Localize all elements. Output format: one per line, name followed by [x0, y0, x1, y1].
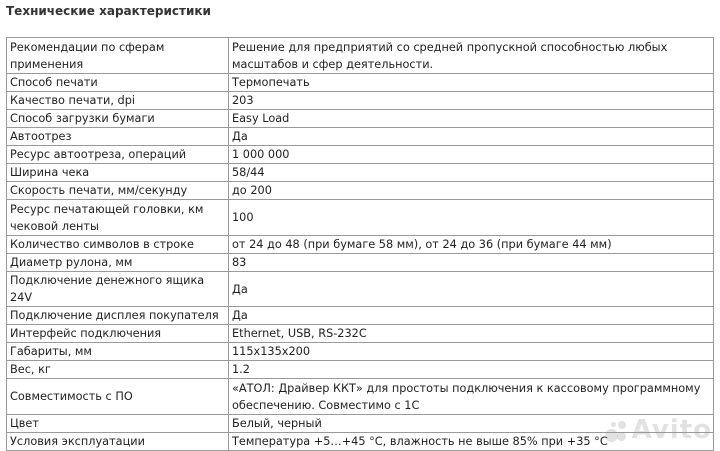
table-row: [7, 254, 714, 272]
table-row: [7, 325, 714, 343]
table-row: [7, 272, 714, 307]
spec-value: 203: [229, 92, 714, 110]
spec-value: Да: [229, 307, 714, 325]
spec-value: Да: [229, 272, 714, 307]
table-row: [7, 343, 714, 361]
spec-value: Ethernet, USB, RS-232C: [229, 325, 714, 343]
table-row: [7, 74, 714, 92]
table-row: [7, 433, 714, 451]
table-row: [7, 146, 714, 164]
spec-label: Подключение дисплея покупателя: [7, 307, 229, 325]
spec-value: Термопечать: [229, 74, 714, 92]
spec-value: Решение для предприятий со средней пропускной способностью любых масштабов и сфер деятельности.: [229, 38, 714, 74]
table-row: [7, 92, 714, 110]
specs-table-body: [7, 38, 714, 451]
table-row: [7, 110, 714, 128]
table-row: [7, 236, 714, 254]
spec-label: Способ печати: [7, 74, 229, 92]
table-row: [7, 361, 714, 379]
page-title: Технические характеристики: [6, 4, 211, 18]
spec-value: Да: [229, 128, 714, 146]
spec-label: Способ загрузки бумаги: [7, 110, 229, 128]
spec-label: Подключение денежного ящика 24V: [7, 272, 229, 307]
table-row: [7, 164, 714, 182]
spec-value: 1 000 000: [229, 146, 714, 164]
spec-label: Диаметр рулона, мм: [7, 254, 229, 272]
spec-label: Рекомендации по сферам применения: [7, 38, 229, 74]
spec-value: от 24 до 48 (при бумаге 58 мм), от 24 до 36 (при бумаге 44 мм): [229, 236, 714, 254]
table-row: [7, 200, 714, 236]
specs-table: [6, 37, 714, 451]
spec-value: до 200: [229, 182, 714, 200]
spec-value: 100: [229, 200, 714, 236]
spec-label: Ширина чека: [7, 164, 229, 182]
spec-label: Качество печати, dpi: [7, 92, 229, 110]
table-row: [7, 182, 714, 200]
spec-value: 58/44: [229, 164, 714, 182]
spec-label: Скорость печати, мм/секунду: [7, 182, 229, 200]
table-row: [7, 379, 714, 415]
spec-label: Автоотрез: [7, 128, 229, 146]
spec-label: Количество символов в строке: [7, 236, 229, 254]
spec-label: Цвет: [7, 415, 229, 433]
table-row: [7, 128, 714, 146]
spec-value: Белый, черный: [229, 415, 714, 433]
spec-value: «АТОЛ: Драйвер ККТ» для простоты подключения к кассовому программному обеспечению. Совместимо с 1С: [229, 379, 714, 415]
spec-value: 1.2: [229, 361, 714, 379]
spec-value: 115x135x200: [229, 343, 714, 361]
spec-label: Габариты, мм: [7, 343, 229, 361]
spec-value: 83: [229, 254, 714, 272]
spec-label: Ресурс автоотреза, операций: [7, 146, 229, 164]
avito-watermark-text: Avito: [631, 415, 712, 445]
spec-label: Условия эксплуатации: [7, 433, 229, 451]
spec-label: Интерфейс подключения: [7, 325, 229, 343]
table-row: [7, 38, 714, 74]
spec-value: Easy Load: [229, 110, 714, 128]
spec-label: Совместимость с ПО: [7, 379, 229, 415]
table-row: [7, 307, 714, 325]
table-row: [7, 415, 714, 433]
spec-label: Ресурс печатающей головки, км чековой ленты: [7, 200, 229, 236]
spec-label: Вес, кг: [7, 361, 229, 379]
spec-value: Температура +5…+45 °С, влажность не выше 85% при +35 °С: [229, 433, 714, 451]
